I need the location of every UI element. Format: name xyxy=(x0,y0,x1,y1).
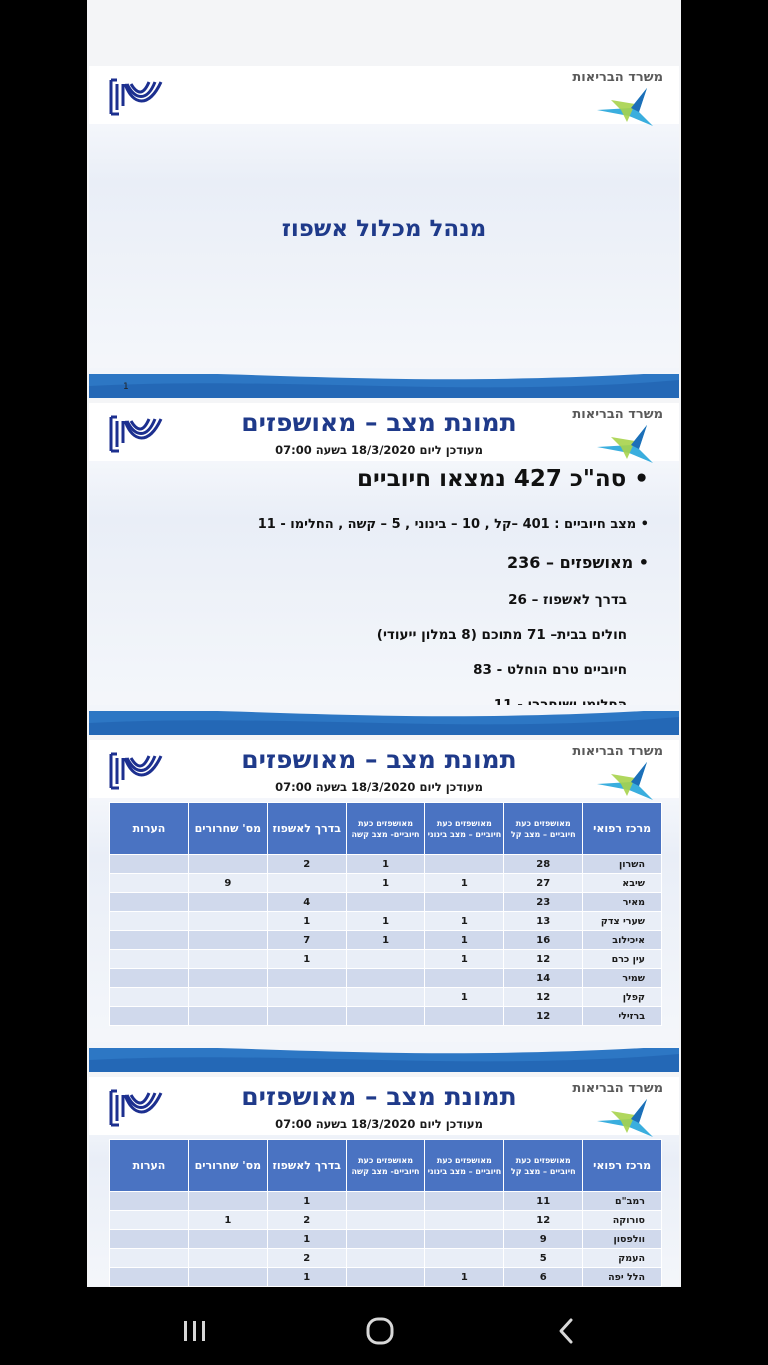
table-cell: 2 xyxy=(267,1211,346,1230)
table-cell: 9 xyxy=(504,1230,583,1249)
table-cell xyxy=(346,1192,425,1211)
table-cell xyxy=(346,1007,425,1026)
table-cell: 1 xyxy=(425,874,504,893)
table-cell: 1 xyxy=(346,912,425,931)
col-notes: הערות xyxy=(110,1140,189,1192)
col-discharges: מס' שחרורים xyxy=(188,1140,267,1192)
table-cell: 6 xyxy=(504,1268,583,1287)
ministry-star-icon xyxy=(591,756,657,802)
col-discharges: מס' שחרורים xyxy=(188,803,267,855)
hospital-status-table xyxy=(109,802,662,1026)
table-row xyxy=(110,1007,662,1026)
table-cell: 1 xyxy=(267,1192,346,1211)
table-cell xyxy=(425,1192,504,1211)
hospital-name-cell: מאיר xyxy=(583,893,662,912)
table-cell: 1 xyxy=(267,1268,346,1287)
col-moderate: מאושפזים כעת חיוביים – מצב בינוני xyxy=(425,803,504,855)
table-row xyxy=(110,1192,662,1211)
table-cell: 1 xyxy=(346,855,425,874)
table-cell: 12 xyxy=(504,950,583,969)
table-body xyxy=(110,855,662,1026)
col-severe: מאושפזים כעת חיוביים- מצב קשה xyxy=(346,803,425,855)
table-cell: 11 xyxy=(504,1192,583,1211)
col-severe: מאושפזים כעת חיוביים- מצב קשה xyxy=(346,1140,425,1192)
slide-2 xyxy=(89,403,679,735)
col-notes: הערות xyxy=(110,803,189,855)
table-row xyxy=(110,1249,662,1268)
table-cell xyxy=(110,912,189,931)
slide-subtitle: מעודכן ליום 18/3/2020 בשעה 07:00 xyxy=(275,443,483,457)
table-cell: 1 xyxy=(425,931,504,950)
table-cell xyxy=(110,1007,189,1026)
slide-title: תמונת מצב – מאושפזים xyxy=(241,745,517,774)
table-row xyxy=(110,1211,662,1230)
hospital-name-cell: וולפסון xyxy=(583,1230,662,1249)
table-cell xyxy=(110,893,189,912)
table-row xyxy=(110,1230,662,1249)
ministry-logo-icon xyxy=(105,413,165,455)
hospital-status-table xyxy=(109,1139,662,1287)
hospital-name-cell: שערי צדק xyxy=(583,912,662,931)
table-cell: 7 xyxy=(267,931,346,950)
table-cell: 28 xyxy=(504,855,583,874)
table-cell xyxy=(425,1249,504,1268)
table-cell xyxy=(188,855,267,874)
ministry-logo-icon xyxy=(105,750,165,792)
table-cell xyxy=(110,1249,189,1268)
hospital-name-cell: עין כרם xyxy=(583,950,662,969)
slide-4 xyxy=(89,1077,679,1287)
slide-1 xyxy=(89,66,679,398)
table-row xyxy=(110,855,662,874)
table-cell xyxy=(188,912,267,931)
table-cell: 27 xyxy=(504,874,583,893)
hospital-name-cell: רמב"ם xyxy=(583,1192,662,1211)
table-cell: 9 xyxy=(188,874,267,893)
table-body xyxy=(110,1192,662,1287)
table-row xyxy=(110,912,662,931)
col-moderate: מאושפזים כעת חיוביים – מצב בינוני xyxy=(425,1140,504,1192)
table-cell xyxy=(110,1192,189,1211)
table-row xyxy=(110,950,662,969)
ministry-label: משרד הבריאות xyxy=(572,70,663,85)
table-cell xyxy=(188,950,267,969)
table-cell: 16 xyxy=(504,931,583,950)
hospital-name-cell: העמק xyxy=(583,1249,662,1268)
table-cell xyxy=(188,1268,267,1287)
bullet-home: חולים בבית– 71 מתוכם (8 במלון ייעודי) xyxy=(376,627,627,643)
table-cell: 1 xyxy=(425,950,504,969)
ministry-star-icon xyxy=(591,419,657,465)
page-number: 1 xyxy=(123,382,129,392)
table-cell xyxy=(425,855,504,874)
table-cell xyxy=(425,893,504,912)
col-mild: מאושפזים כעת חיוביים – מצב קל xyxy=(504,1140,583,1192)
bullet-undecided: חיוביים טרם הוחלט - 83 xyxy=(473,662,627,678)
ministry-logo-icon xyxy=(105,76,165,118)
table-row xyxy=(110,893,662,912)
table-cell xyxy=(346,988,425,1007)
table-row xyxy=(110,931,662,950)
table-cell xyxy=(346,1230,425,1249)
ministry-logo-icon xyxy=(105,1087,165,1129)
table-cell xyxy=(346,1268,425,1287)
system-navigation-bar xyxy=(0,1287,768,1365)
table-cell xyxy=(425,1211,504,1230)
slide-footer-wave xyxy=(89,705,679,735)
table-cell: 14 xyxy=(504,969,583,988)
table-cell: 12 xyxy=(504,1211,583,1230)
table-cell xyxy=(346,1211,425,1230)
table-cell: 23 xyxy=(504,893,583,912)
slide-subtitle: מעודכן ליום 18/3/2020 בשעה 07:00 xyxy=(275,780,483,794)
table-cell xyxy=(425,969,504,988)
table-cell xyxy=(110,874,189,893)
table-cell xyxy=(110,931,189,950)
table-cell: 1 xyxy=(267,912,346,931)
table-cell: 2 xyxy=(267,855,346,874)
slide-subtitle: מעודכן ליום 18/3/2020 בשעה 07:00 xyxy=(275,1117,483,1131)
table-row xyxy=(110,969,662,988)
back-icon[interactable] xyxy=(544,1309,588,1353)
table-cell xyxy=(267,1007,346,1026)
table-cell: 1 xyxy=(188,1211,267,1230)
col-mild: מאושפזים כעת חיוביים – מצב קל xyxy=(504,803,583,855)
table-cell xyxy=(110,950,189,969)
bullet-on-way: בדרך לאשפוז – 26 xyxy=(508,592,627,608)
col-medical-center: מרכז רפואי xyxy=(583,1140,662,1192)
ministry-label: משרד הבריאות xyxy=(572,1081,663,1096)
ministry-star-icon xyxy=(591,1093,657,1139)
table-cell xyxy=(188,1007,267,1026)
table-cell xyxy=(110,855,189,874)
table-cell: 1 xyxy=(425,1268,504,1287)
ministry-star-icon xyxy=(591,82,657,128)
table-cell xyxy=(425,1230,504,1249)
hospital-name-cell: הלל יפה xyxy=(583,1268,662,1287)
table-cell xyxy=(188,1230,267,1249)
table-cell xyxy=(267,874,346,893)
bullet-hospitalized: • מאושפזים – 236 xyxy=(507,553,649,572)
slide-1-title: מנהל מכלול אשפוז xyxy=(281,216,487,242)
table-cell: 1 xyxy=(346,874,425,893)
table-cell: 13 xyxy=(504,912,583,931)
table-cell: 4 xyxy=(267,893,346,912)
table-cell: 1 xyxy=(425,988,504,1007)
table-cell xyxy=(110,1211,189,1230)
table-row xyxy=(110,1268,662,1287)
ministry-label: משרד הבריאות xyxy=(572,407,663,422)
hospital-name-cell: ברזילי xyxy=(583,1007,662,1026)
table-cell xyxy=(188,988,267,1007)
hospital-name-cell: איכילוב xyxy=(583,931,662,950)
table-cell xyxy=(188,1249,267,1268)
viewer-top-margin xyxy=(87,0,681,66)
slide-footer-wave xyxy=(89,368,679,398)
table-cell xyxy=(267,969,346,988)
recent-apps-icon[interactable] xyxy=(173,1309,217,1353)
bullet-total: • סה"כ 427 נמצאו חיוביים xyxy=(357,466,649,492)
table-cell xyxy=(346,950,425,969)
home-icon[interactable] xyxy=(358,1309,402,1353)
table-cell: 12 xyxy=(504,1007,583,1026)
slide-3 xyxy=(89,740,679,1072)
document-viewer[interactable] xyxy=(87,0,681,1287)
hospital-name-cell: שיבא xyxy=(583,874,662,893)
table-cell: 2 xyxy=(267,1249,346,1268)
table-cell xyxy=(346,1249,425,1268)
table-cell xyxy=(267,988,346,1007)
table-cell xyxy=(110,988,189,1007)
bullet-status: • מצב חיוביים : 401 –קל , 10 – בינוני , 5 – קשה , החלימו - 11 xyxy=(257,517,649,532)
table-cell xyxy=(425,1007,504,1026)
table-cell: 1 xyxy=(267,1230,346,1249)
table-cell: 1 xyxy=(267,950,346,969)
table-cell: 1 xyxy=(346,931,425,950)
hospital-name-cell: קפלן xyxy=(583,988,662,1007)
table-cell xyxy=(110,1268,189,1287)
table-cell xyxy=(188,893,267,912)
table-cell xyxy=(110,1230,189,1249)
table-cell: 1 xyxy=(425,912,504,931)
table-cell: 5 xyxy=(504,1249,583,1268)
table-row xyxy=(110,874,662,893)
hospital-name-cell: סורוקה xyxy=(583,1211,662,1230)
table-header-row xyxy=(110,803,662,855)
table-row xyxy=(110,988,662,1007)
col-medical-center: מרכז רפואי xyxy=(583,803,662,855)
slide-title: תמונת מצב – מאושפזים xyxy=(241,408,517,437)
hospital-name-cell: שמיר xyxy=(583,969,662,988)
slide-title: תמונת מצב – מאושפזים xyxy=(241,1082,517,1111)
ministry-label: משרד הבריאות xyxy=(572,744,663,759)
table-cell xyxy=(188,969,267,988)
col-on-way: בדרך לאשפוז xyxy=(267,803,346,855)
col-on-way: בדרך לאשפוז xyxy=(267,1140,346,1192)
table-cell xyxy=(346,893,425,912)
table-cell xyxy=(346,969,425,988)
table-cell xyxy=(188,1192,267,1211)
table-cell xyxy=(110,969,189,988)
table-header-row xyxy=(110,1140,662,1192)
slide-footer-wave xyxy=(89,1042,679,1072)
table-cell xyxy=(188,931,267,950)
table-cell: 12 xyxy=(504,988,583,1007)
hospital-name-cell: השרון xyxy=(583,855,662,874)
